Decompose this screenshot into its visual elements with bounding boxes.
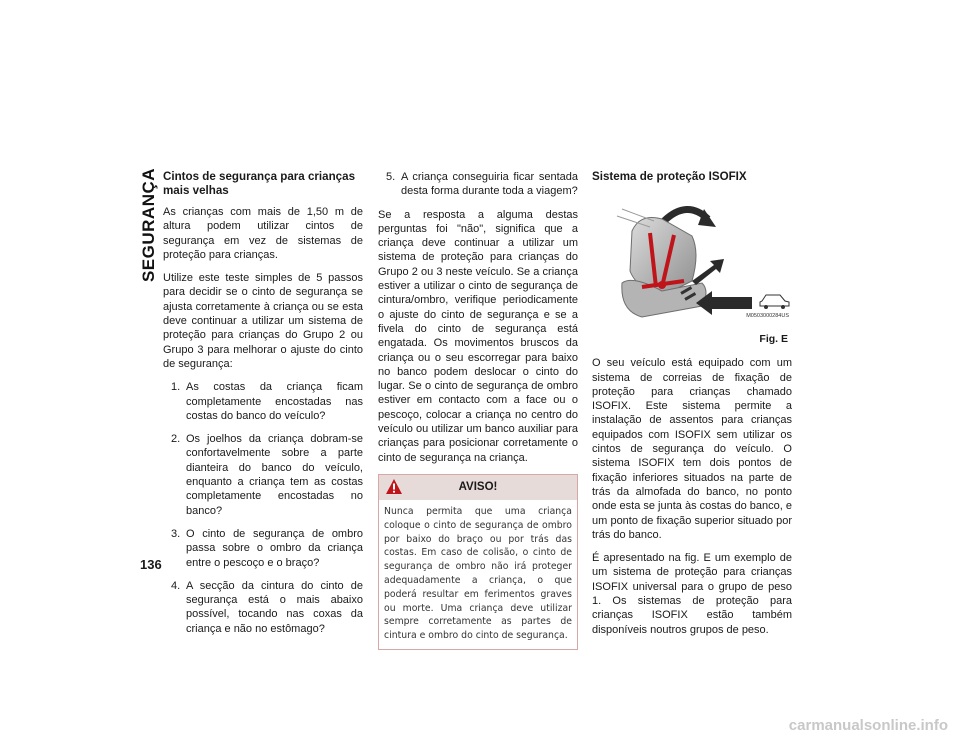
checklist-continued bbox=[378, 170, 578, 199]
column-1 bbox=[163, 170, 363, 645]
section-heading-older-children: Cintos de segurança para crianças mais velhas bbox=[163, 170, 356, 197]
column-2 bbox=[378, 170, 578, 650]
list-item bbox=[163, 380, 363, 423]
figure-code: M0503000284US bbox=[746, 313, 789, 319]
list-number: 2. bbox=[171, 433, 181, 446]
paragraph: As crianças com mais de 1,50 m de altura podem utilizar cintos de segurança em vez de sistemas de proteção para crianças. bbox=[163, 206, 363, 261]
list-item bbox=[378, 170, 578, 199]
warning-box bbox=[378, 474, 578, 650]
list-text: A secção da cintura do cinto de segurança está o mais abaixo possível, tocando nas coxas da criança e não no estômago? bbox=[186, 579, 363, 635]
section-side-tab bbox=[134, 160, 164, 290]
paragraph: É apresentado na fig. E um exemplo de um sistema de proteção para crianças ISOFIX universal para o grupo de peso 1. Os sistemas de proteção para crianças ISOFIX estão também disponíveis noutros grupos de peso. bbox=[592, 552, 792, 636]
list-text: O cinto de segurança de ombro passa sobre o ombro da criança entre o pescoço e o braço? bbox=[186, 527, 363, 569]
figure-caption: Fig. E bbox=[759, 333, 788, 345]
watermark: carmanualsonline.info bbox=[788, 717, 948, 734]
list-number: 4. bbox=[171, 579, 181, 592]
car-icon bbox=[760, 295, 789, 309]
warning-triangle-icon bbox=[385, 478, 403, 495]
list-item bbox=[163, 527, 363, 570]
checklist bbox=[163, 380, 363, 636]
warning-text: Nunca permita que uma criança coloque o cinto de segurança de ombro por baixo do braço ou por trás das costas. Em caso de colisão, o cinto de segurança de ombro não irá proteger adequadamente a criança, o que poderá resultar em ferimentos graves ou morte. Uma criança deve utilizar sempre corretamente as partes de cintura e ombro do cinto de segurança. bbox=[384, 505, 572, 642]
isofix-figure bbox=[592, 191, 792, 329]
child-seat-illustration bbox=[592, 191, 792, 329]
column-3 bbox=[592, 170, 792, 646]
warning-header bbox=[379, 475, 577, 500]
warning-title: AVISO! bbox=[458, 481, 498, 494]
list-item bbox=[163, 432, 363, 518]
section-title: SEGURANÇA bbox=[139, 167, 158, 283]
list-item bbox=[163, 579, 363, 636]
list-number: 1. bbox=[171, 381, 181, 394]
paragraph: O seu veículo está equipado com um sistema de correias de fixação de proteção para crianças chamado ISOFIX. Este sistema permite a instalação de assentos para crianças equipados com ISOFIX sem utilizar os cintos de segurança do veículo. O sistema ISOFIX tem dois pontos de fixação inferiores situados na parte de trás da almofada do banco, no ponto onde esta se junta às costas do banco, e um ponto de fixação superior situado por trás do banco. bbox=[592, 357, 792, 541]
list-text: As costas da criança ficam completamente encostadas nas costas do banco do veículo? bbox=[186, 381, 363, 422]
paragraph: Utilize este teste simples de 5 passos para decidir se o cinto de segurança se ajusta corretamente à criança ou se esta deve continuar a utilizar um sistema de proteção para crianças do Grupo 2 ou Grupo 3 para melhorar o ajuste do cinto de segurança: bbox=[163, 272, 363, 370]
list-number: 5. bbox=[386, 171, 396, 183]
page-number: 136 bbox=[140, 557, 162, 572]
paragraph: Se a resposta a alguma destas perguntas foi "não", significa que a criança deve continuar a utilizar um sistema de proteção para crianças do Grupo 2 ou 3 neste veículo. Se a criança estiver a utilizar o cinto de segurança de cintura/ombro, verifique periodicamente o ajuste do cinto de segurança e se a fivela do cinto de segurança está engatada. Os movimentos bruscos da criança ou o seu escorregar para baixo no banco podem deslocar o cinto do lugar. Se o cinto de segurança de ombro estiver em contacto com a face ou o pescoço, colocar a criança no centro do veículo ou utilizar um banco auxiliar para crianças para posicionar corretamente o cinto de segurança na criança. bbox=[378, 208, 578, 464]
list-number: 3. bbox=[171, 527, 181, 540]
list-text: A criança conseguiria ficar sentada desta forma durante toda a viagem? bbox=[401, 171, 578, 198]
section-heading-isofix: Sistema de proteção ISOFIX bbox=[592, 170, 747, 183]
list-text: Os joelhos da criança dobram-se confortavelmente sobre a parte dianteira do banco do veículo, enquanto a criança tem as costas completamente encostadas no banco? bbox=[186, 433, 363, 517]
